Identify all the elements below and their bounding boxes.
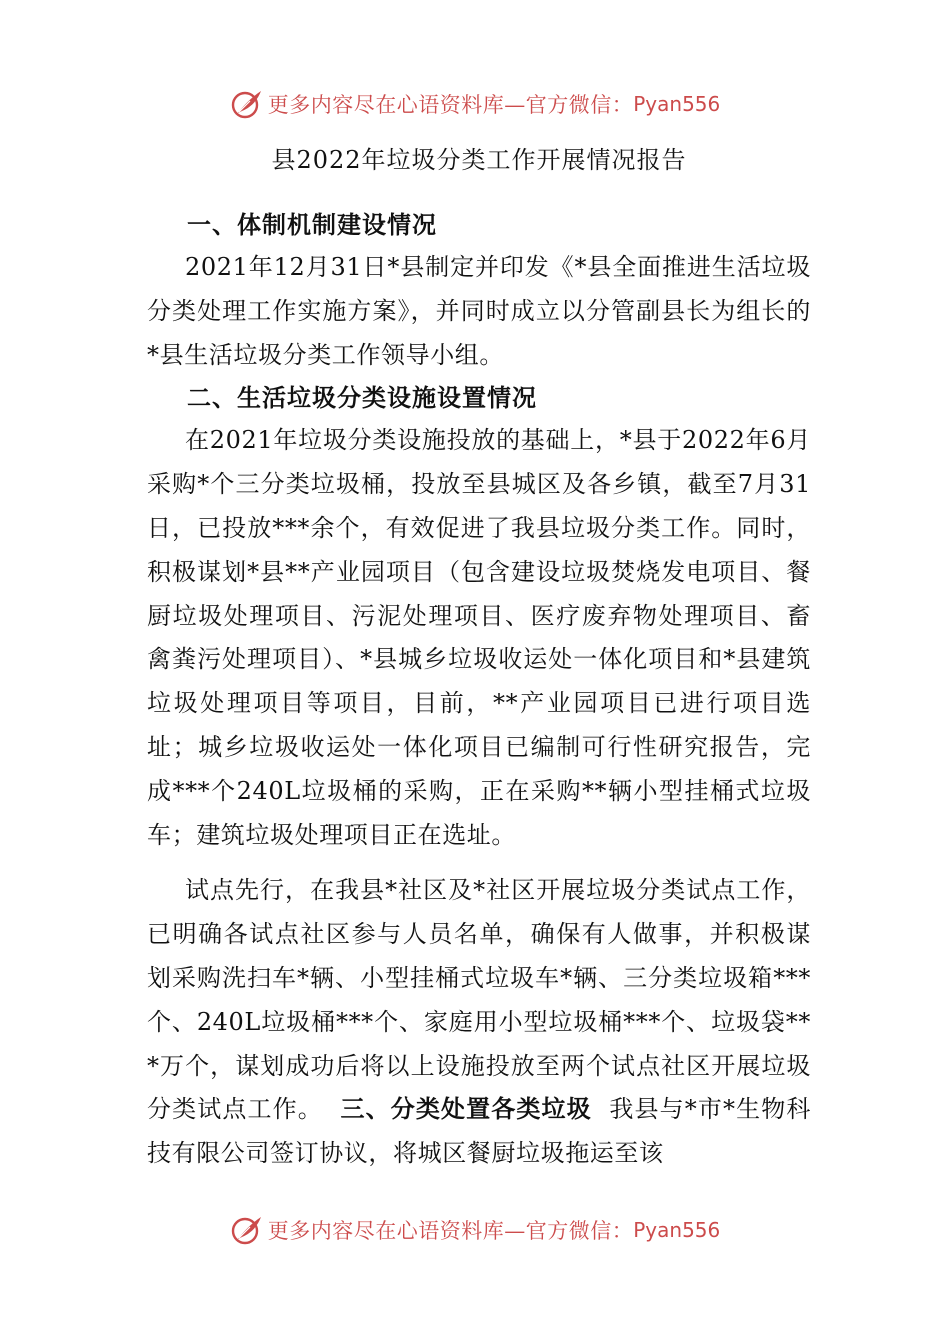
document-body [147,140,811,1176]
watermark-text: 更多内容尽在心语资料库—官方微信： [267,1219,634,1243]
section-3-paragraph-start: 我县与*市*生物科技有限公司签订协议，将城区餐厨垃圾拖运至该 [147,1095,811,1168]
quill-logo-icon [230,87,264,121]
watermark-text: 更多内容尽在心语资料库—官方微信： [267,93,634,117]
watermark-wechat-id: Pyan556 [633,1218,721,1242]
section-1-heading: 一、体制机制建设情况 [187,211,437,239]
watermark-header [0,84,950,124]
watermark-wechat-id: Pyan556 [633,92,721,116]
section-2-paragraph-2-text: 试点先行，在我县*社区及*社区开展垃圾分类试点工作，已明确各试点社区参与人员名单，确保有人做事，并积极谋划采购洗扫车*辆、小型挂桶式垃圾车*辆、三分类垃圾箱***个、240L垃圾桶***个、家庭用小型垃圾桶***个、垃圾袋***万个，谋划成功后将以上设施投放至两个试点社区开展垃圾分类试点工作。 [147,876,811,1124]
section-2-paragraph-2 [147,869,811,1176]
quill-logo-icon [230,1213,264,1247]
section-2-heading: 二、生活垃圾分类设施设置情况 [187,384,537,413]
section-1-paragraph: 2021年12月31日*县制定并印发《*县全面推进生活垃圾分类处理工作实施方案》，并同时成立以分管副县长为组长的*县生活垃圾分类工作领导小组。 [147,253,811,369]
section-2-paragraph-1: 在2021年垃圾分类设施投放的基础上，*县于2022年6月采购*个三分类垃圾桶，投放至县城区及各乡镇，截至7月31日，已投放***余个，有效促进了我县垃圾分类工作。同时，积极谋划*县**产业园项目（包含建设垃圾焚烧发电项目、餐厨垃圾处理项目、污泥处理项目、医疗废弃物处理项目、畜禽粪污处理项目）、*县城乡垃圾收运处一体化项目和*县建筑垃圾处理项目等项目，目前，**产业园项目已进行项目选址；城乡垃圾收运处一体化项目已编制可行性研究报告，完成***个240L垃圾桶的采购，正在采购**辆小型挂桶式垃圾车；建筑垃圾处理项目正在选址。 [147,426,811,849]
section-3-heading: 三、分类处置各类垃圾 [340,1095,592,1124]
watermark-footer [0,1210,950,1250]
document-title: 县2022年垃圾分类工作开展情况报告 [271,146,687,174]
